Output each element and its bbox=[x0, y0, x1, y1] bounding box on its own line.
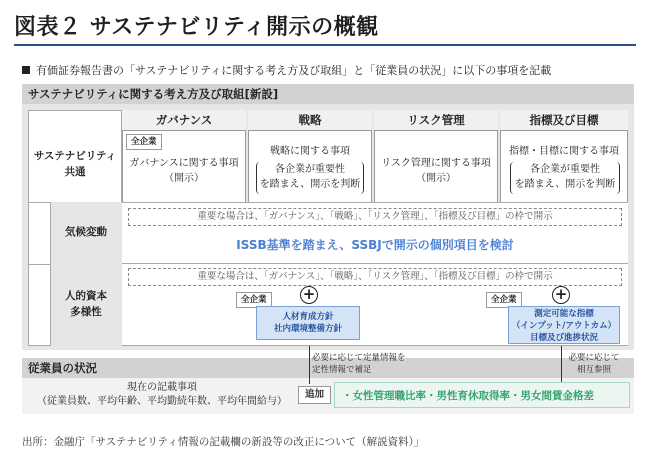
current-items: 現在の記載事項 （従業員数、平均年齢、平均勤続年数、平均年間給与） bbox=[37, 382, 287, 407]
sustainability-band: サステナビリティに関する考え方及び取組[新設] bbox=[22, 84, 634, 104]
risk-text: リスク管理に関する事項 （開示） bbox=[381, 158, 491, 184]
col-head-governance: ガバナンス bbox=[122, 110, 246, 131]
metrics-bracket: 各企業が重要性 を踏まえ、開示を判断 bbox=[510, 162, 620, 194]
all-companies-tag-metrics: 全企業 bbox=[486, 292, 522, 308]
hc-strategy-box: 人材育成方針 社内環境整備方針 bbox=[256, 306, 360, 340]
metrics-text: 指標・目標に関する事項 bbox=[509, 146, 619, 157]
lead-text: 有価証券報告書の「サステナビリティに関する考え方及び取組」と「従業員の状況」に以下の事項を記載 bbox=[22, 62, 551, 78]
note-metrics: 必要に応じて 相互参照 bbox=[568, 353, 620, 375]
hc-dashed-note: 重要な場合は、「ガバナンス」、「戦略」、「リスク管理」、「指標及び目標」の枠で開示 bbox=[128, 268, 622, 286]
all-companies-tag-strategy: 全企業 bbox=[236, 292, 272, 308]
col-head-metrics: 指標及び目標 bbox=[500, 110, 628, 131]
climate-dashed-note: 重要な場合は、「ガバナンス」、「戦略」、「リスク管理」、「指標及び目標」の枠で開示 bbox=[128, 208, 622, 226]
title-divider bbox=[14, 44, 636, 46]
col-head-risk: リスク管理 bbox=[374, 110, 498, 131]
strategy-bracket: 各企業が重要性 を踏まえ、開示を判断 bbox=[256, 162, 364, 194]
plus-icon: + bbox=[552, 286, 570, 304]
employee-band: 従業員の状況 bbox=[22, 358, 634, 378]
added-items: ・女性管理職比率・男性育休取得率・男女間賃金格差 bbox=[342, 390, 594, 402]
row-label-common: サステナビリティ 共通 bbox=[33, 150, 117, 178]
climate-banner: ISSB基準を踏まえ、SSBJで開示の個別項目を検討 bbox=[236, 238, 514, 252]
add-tag: 追加 bbox=[298, 386, 331, 404]
col-head-strategy: 戦略 bbox=[248, 110, 372, 131]
hc-metrics-box: 測定可能な指標 （インプット/アウトカム） 目標及び進捗状況 bbox=[508, 306, 620, 344]
plus-icon: + bbox=[300, 286, 318, 304]
all-companies-tag-governance: 全企業 bbox=[126, 134, 162, 150]
strategy-connector bbox=[309, 346, 310, 384]
note-strategy: 必要に応じて定量情報を 定性情報で補足 bbox=[312, 353, 406, 375]
source-note: 出所：金融庁「サステナビリティ情報の記載欄の新設等の改正について（解説資料）」 bbox=[22, 436, 425, 448]
governance-text: ガバナンスに関する事項 （開示） bbox=[129, 158, 239, 184]
row-label-climate: 気候変動 bbox=[65, 226, 107, 238]
row-label-human-capital: 人的資本 多様性 bbox=[65, 290, 107, 318]
page-title: 図表２ サステナビリティ開示の概観 bbox=[14, 15, 379, 40]
strategy-text: 戦略に関する事項 bbox=[270, 146, 350, 157]
bullet-square-icon bbox=[22, 66, 30, 74]
